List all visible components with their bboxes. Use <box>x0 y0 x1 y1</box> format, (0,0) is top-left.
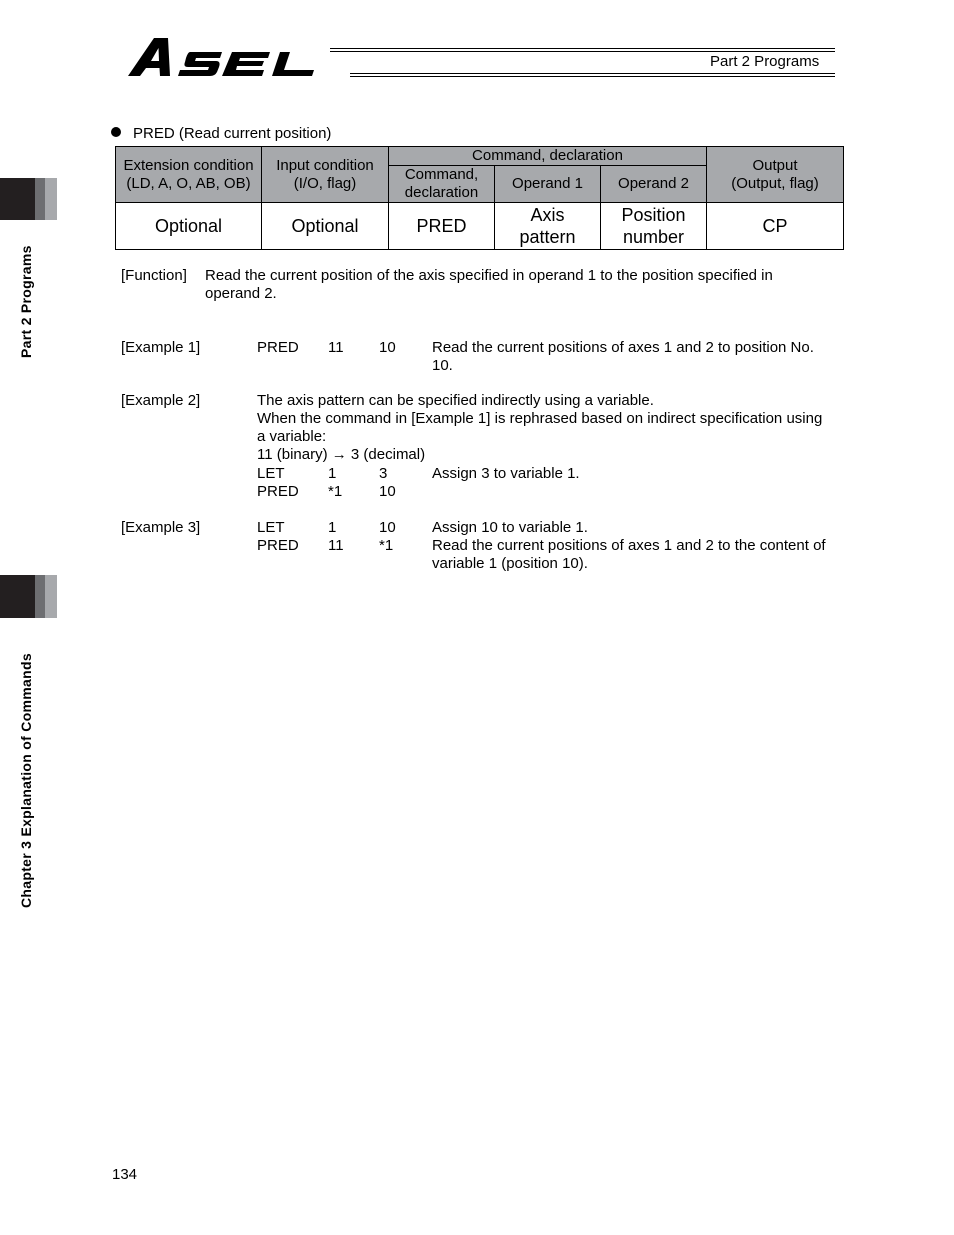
example2-l2-cmd: PRED <box>257 483 299 500</box>
side-tab-dark <box>0 178 35 220</box>
example1-op1: 11 <box>328 339 344 356</box>
example2-text-2: When the command in [Example 1] is rephrased based on indirect specification using <box>257 410 823 427</box>
example1-comment-2: 10. <box>432 357 453 374</box>
header-operand2: Operand 2 <box>601 166 707 203</box>
example2-text-4: 11 (binary) → 3 (decimal) <box>257 446 426 463</box>
example3-l1-cmd: LET <box>257 519 285 536</box>
function-text-1: Read the current position of the axis specified in operand 1 to the position specified in <box>205 267 773 284</box>
example1-label: [Example 1] <box>121 339 201 356</box>
function-text-2: operand 2. <box>205 285 277 302</box>
example1-op2: 10 <box>379 339 396 356</box>
header-rule-2 <box>330 51 835 52</box>
side-tab-mid-2 <box>35 575 45 618</box>
example2-text-3: a variable: <box>257 428 327 445</box>
asel-logo <box>124 34 350 82</box>
side-label-chapter: Chapter 3 Explanation of Commands <box>18 653 34 908</box>
side-label-part: Part 2 Programs <box>18 245 34 358</box>
example2-l1-comment: Assign 3 to variable 1. <box>432 465 580 482</box>
header-output: Output (Output, flag) <box>707 147 844 203</box>
bullet-icon <box>111 127 121 137</box>
header-rule-bottom <box>350 76 835 77</box>
example2-l1-op2: 3 <box>379 465 388 482</box>
example2-l1-cmd: LET <box>257 465 285 482</box>
example3-l2-op2: *1 <box>379 537 394 554</box>
cell-operand2: Position number <box>601 203 707 250</box>
side-tab-light <box>45 178 57 220</box>
cell-output: CP <box>707 203 844 250</box>
side-tab-dark-2 <box>0 575 35 618</box>
header-command-group: Command, declaration <box>389 147 707 166</box>
example3-l2-op1: 11 <box>328 537 344 554</box>
cell-input: Optional <box>262 203 389 250</box>
example3-l2-comment-1: Read the current positions of axes 1 and 2 to the content of <box>432 537 826 554</box>
header-rule-top <box>330 48 835 49</box>
command-heading: PRED (Read current position) <box>133 125 332 142</box>
header-rule-3 <box>350 73 835 74</box>
example2-label: [Example 2] <box>121 392 201 409</box>
example1-comment-1: Read the current positions of axes 1 and 2 to position No. <box>432 339 814 356</box>
example3-l1-op1: 1 <box>328 519 337 536</box>
side-tab-mid <box>35 178 45 220</box>
header-section-title: Part 2 Programs <box>710 53 820 70</box>
header-extension-condition: Extension condition (LD, A, O, AB, OB) <box>116 147 262 203</box>
header-input-condition: Input condition (I/O, flag) <box>262 147 389 203</box>
example3-l1-comment: Assign 10 to variable 1. <box>432 519 588 536</box>
example3-l2-cmd: PRED <box>257 537 299 554</box>
example1-cmd: PRED <box>257 339 299 356</box>
function-label: [Function] <box>121 267 187 284</box>
header-command: Command, declaration <box>389 166 495 203</box>
header-operand1: Operand 1 <box>495 166 601 203</box>
example2-l1-op1: 1 <box>328 465 337 482</box>
page-number: 134 <box>112 1166 138 1183</box>
example2-l2-op2: 10 <box>379 483 396 500</box>
command-table <box>115 146 844 250</box>
example2-text-1: The axis pattern can be specified indirectly using a variable. <box>257 392 654 409</box>
side-tab-light-2 <box>45 575 57 618</box>
cell-operand1: Axis pattern <box>495 203 601 250</box>
example3-l2-comment-2: variable 1 (position 10). <box>432 555 588 572</box>
example3-label: [Example 3] <box>121 519 201 536</box>
cell-command: PRED <box>389 203 495 250</box>
example3-l1-op2: 10 <box>379 519 396 536</box>
example2-l2-op1: *1 <box>328 483 343 500</box>
cell-extension: Optional <box>116 203 262 250</box>
